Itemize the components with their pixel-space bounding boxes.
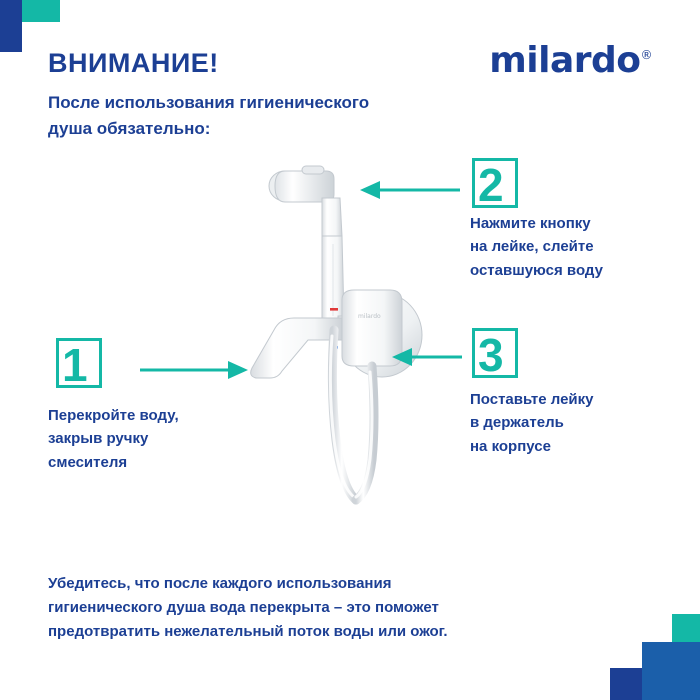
- step-3-arrow-icon: [392, 345, 462, 369]
- page-title: ВНИМАНИЕ!: [48, 48, 219, 78]
- step-2-line-3: оставшуюся воду: [470, 261, 603, 279]
- step-1-arrow-icon: [140, 358, 250, 382]
- step-1-description: [48, 404, 248, 474]
- registered-trademark-icon: ®: [640, 48, 652, 62]
- footer-line-2: гигиенического душа вода перекрыта – это поможет: [48, 599, 439, 616]
- subtitle-line-2: душа обязательно:: [48, 119, 211, 139]
- step-2-number: 2: [478, 159, 504, 211]
- page-subtitle: [48, 90, 448, 143]
- step-2-line-1: Нажмите кнопку: [470, 215, 591, 232]
- hot-water-marker: [330, 308, 338, 311]
- step-1-line-1: Перекройте воду,: [48, 407, 179, 424]
- footer-note: [48, 572, 608, 644]
- corner-decoration-bottom-right-blue: [642, 642, 700, 700]
- step-3-number: 3: [478, 329, 504, 381]
- step-2-arrow-icon: [360, 178, 460, 202]
- step-3-line-3: на корпусе: [470, 437, 551, 455]
- brand-logo: [489, 40, 652, 81]
- step-1-line-3: смесителя: [48, 453, 128, 471]
- subtitle-line-1: После использования гигиенического: [48, 93, 370, 112]
- step-2-line-2: на лейке, слейте: [470, 238, 594, 256]
- corner-decoration-top-left-navy: [0, 0, 22, 52]
- step-3-line-1: Поставьте лейку: [470, 391, 594, 408]
- svg-text:milardo: milardo: [358, 313, 381, 320]
- brand-logo-text: milardo: [489, 40, 641, 81]
- shower-head: [269, 166, 344, 330]
- footer-line-1: Убедитесь, что после каждого использования: [48, 575, 392, 592]
- step-1-line-2: закрыв ручку: [48, 430, 149, 448]
- step-3-line-2: в держатель: [470, 414, 564, 432]
- corner-decoration-bottom-right-teal: [672, 614, 700, 642]
- step-1-number: 1: [62, 339, 88, 391]
- corner-decoration-top-left-teal: [22, 0, 60, 22]
- corner-decoration-bottom-right-navy: [610, 668, 642, 700]
- footer-line-3: предотвратить нежелательный поток воды или ожог.: [48, 623, 448, 640]
- step-2-description: [470, 212, 670, 282]
- shower-head-button: [302, 166, 324, 174]
- step-3-description: [470, 388, 670, 458]
